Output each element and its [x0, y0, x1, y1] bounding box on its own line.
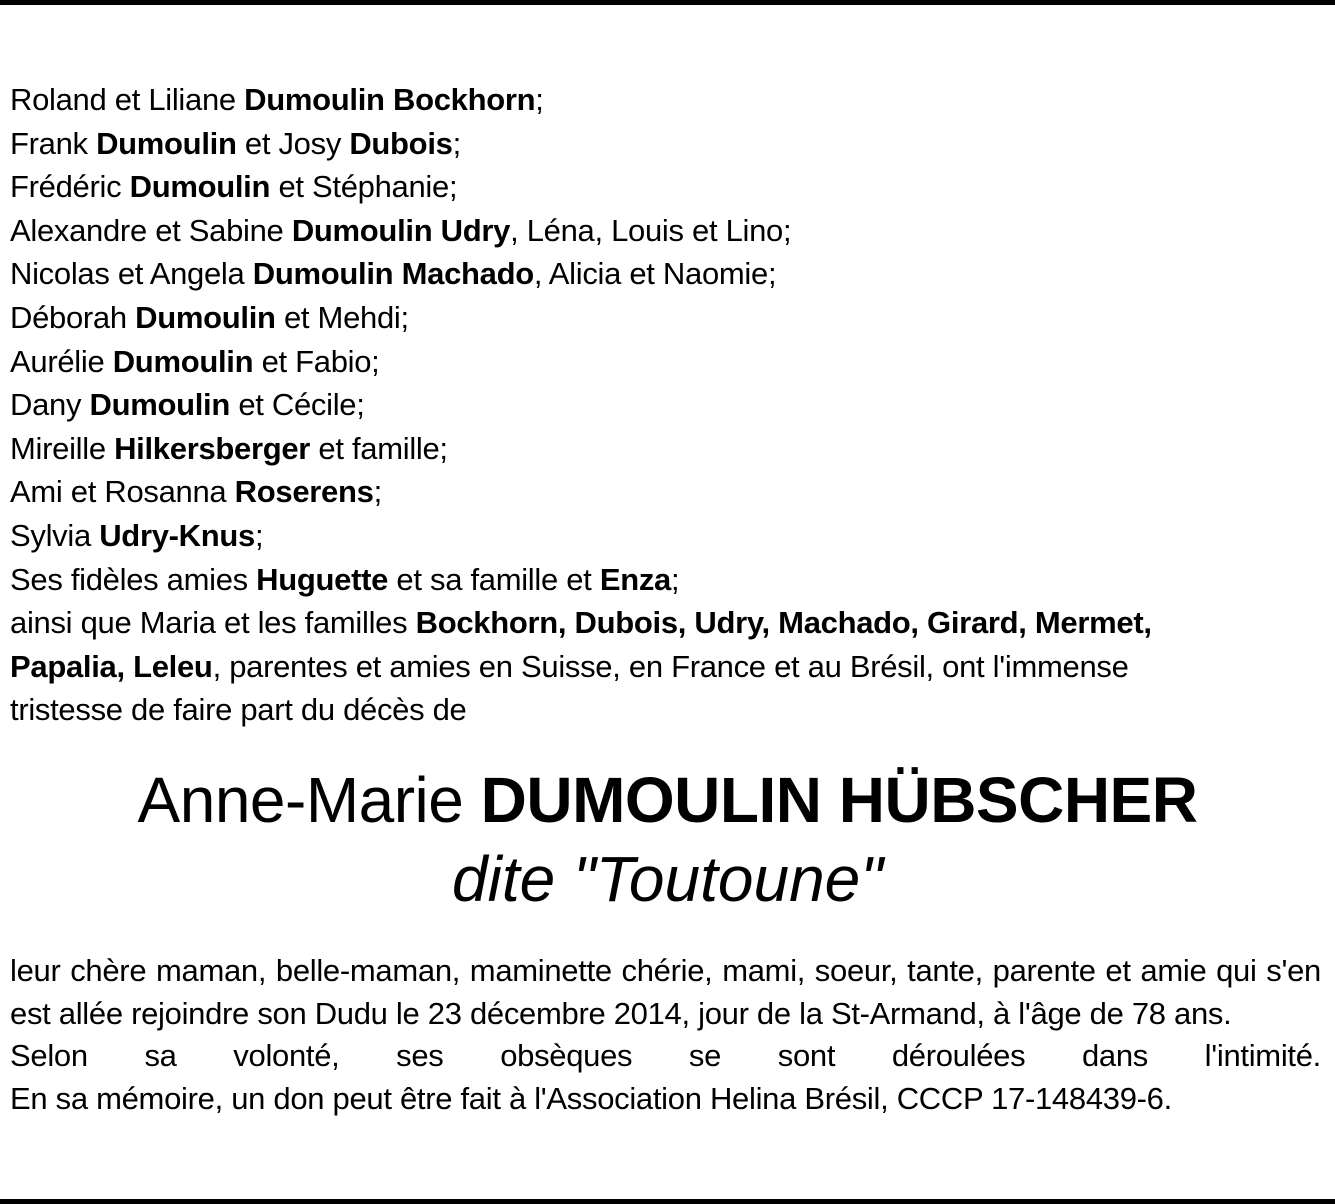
- family-line: [10, 78, 1320, 122]
- tribute-paragraph-1: leur chère maman, belle-maman, maminette chérie, mami, soeur, tante, parente et amie qui s'en est allée rejoindre son Dudu le 23 décembre 2014, jour de la St-Armand, à l'âge de 78 ans.: [10, 953, 1321, 1031]
- deceased-nickname: dite "Toutoune": [452, 843, 883, 915]
- family-line: [10, 601, 1320, 645]
- deceased-first-name: Anne-Marie: [137, 764, 464, 836]
- family-surname: Dumoulin: [96, 125, 237, 161]
- deceased-name-block: [0, 762, 1335, 920]
- deceased-full-name: [0, 762, 1335, 838]
- family-line: [10, 209, 1320, 253]
- family-text: et sa famille et: [388, 561, 600, 597]
- family-text: Déborah: [10, 299, 136, 335]
- family-line: [10, 688, 1320, 732]
- bottom-rule: [0, 1199, 1335, 1204]
- family-line: [10, 514, 1320, 558]
- family-surname: Dumoulin Bockhorn: [244, 82, 536, 117]
- family-text: et Cécile;: [230, 387, 365, 423]
- family-text: et Stéphanie;: [270, 169, 458, 205]
- family-line: [10, 296, 1320, 340]
- family-text: Ami et Rosanna: [10, 474, 235, 510]
- family-text: et famille;: [310, 430, 448, 466]
- family-text: et Fabio;: [253, 343, 380, 379]
- family-text: Roland et Liliane: [10, 82, 245, 117]
- family-text: ;: [254, 517, 264, 553]
- family-surname: Papalia, Leleu: [10, 648, 213, 684]
- family-announcement-list: [10, 78, 1320, 732]
- family-surname: Enza: [599, 561, 671, 597]
- family-text: tristesse de faire part du décès de: [10, 692, 467, 728]
- family-text: Ses fidèles amies: [10, 561, 257, 597]
- tribute-donation-line: En sa mémoire, un don peut être fait à l'Association Helina Brésil, CCCP 17-148439-6.: [10, 1080, 1172, 1116]
- family-line: [10, 558, 1320, 602]
- family-line: [10, 383, 1320, 427]
- deceased-surname: DUMOULIN HÜBSCHER: [480, 764, 1198, 836]
- tribute-text: [10, 950, 1321, 1120]
- family-surname: Huguette: [256, 561, 389, 597]
- family-surname: Dumoulin Udry: [291, 212, 511, 248]
- family-text: ;: [535, 82, 544, 117]
- family-line: [10, 645, 1320, 689]
- family-surname: Hilkersberger: [114, 430, 311, 466]
- family-text: , Alicia et Naomie;: [533, 256, 777, 292]
- tribute-wishes-line: Selon sa volonté, ses obsèques se sont déroulées dans l'intimité.: [10, 1038, 1321, 1073]
- family-surname: Dumoulin Machado: [252, 256, 534, 292]
- family-text: et Mehdi;: [275, 299, 409, 335]
- family-surname: Dubois: [349, 125, 453, 161]
- family-text: Nicolas et Angela: [10, 256, 253, 292]
- family-line: [10, 470, 1320, 514]
- family-line: [10, 340, 1320, 384]
- family-surname: Roserens: [234, 474, 374, 510]
- family-text: , Léna, Louis et Lino;: [510, 212, 792, 248]
- family-text: ainsi que Maria et les familles: [10, 605, 416, 641]
- family-surname: Dumoulin: [112, 343, 254, 379]
- family-surname: Dumoulin: [129, 169, 271, 205]
- family-surname: Bockhorn, Dubois, Udry, Machado, Girard, Mermet,: [415, 605, 1152, 641]
- family-text: ;: [452, 125, 461, 161]
- family-line: [10, 252, 1320, 296]
- family-text: ;: [670, 561, 680, 597]
- family-text: Frank: [10, 125, 97, 161]
- family-text: Mireille: [10, 430, 115, 466]
- family-line: [10, 122, 1320, 166]
- family-surname: Dumoulin: [135, 299, 276, 335]
- top-rule: [0, 0, 1335, 5]
- family-text: Dany: [10, 387, 90, 423]
- family-text: et Josy: [236, 125, 350, 161]
- family-text: Alexandre et Sabine: [10, 212, 292, 248]
- family-line: [10, 165, 1320, 209]
- family-surname: Dumoulin: [89, 387, 231, 423]
- family-text: Aurélie: [10, 343, 113, 379]
- family-text: , parentes et amies en Suisse, en France et au Brésil, ont l'immense: [212, 648, 1129, 684]
- family-text: Frédéric: [10, 169, 130, 205]
- family-text: Sylvia: [10, 517, 100, 553]
- family-line: [10, 427, 1320, 471]
- family-text: ;: [373, 474, 382, 510]
- family-surname: Udry-Knus: [99, 517, 255, 553]
